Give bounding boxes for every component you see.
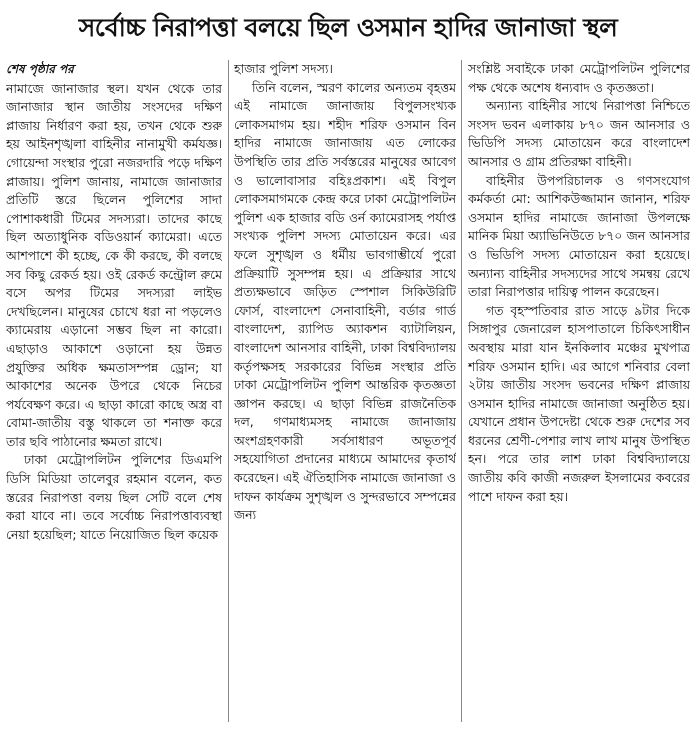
paragraph: তিনি বলেন, স্মরণ কালের অন্যতম বৃহত্তম এই নামাজে জানাজায় বিপুলসংখ্যক লোকসমাগম হয়। শহীদ শরিফ ওসমান বিন হাদির নামাজে জানাজায় এত লোকের উপস্থিতি তার প্রতি সর্বস্তরের মানুষের আবেগ ও ভালোবাসার বহিঃপ্রকাশ। এই বিপুল লোকসমাগমকে কেন্দ্র করে ঢাকা মেট্রোপলিটন পুলিশ এক হাজার বডি ওর্ন ক্যামেরাসহ পর্যাপ্ত সংখ্যক পুলিশ সদস্য মোতায়েন করে। এর ফলে সুশৃঙ্খল ও ধর্মীয় ভাবগাম্ভীর্যে পুরো প্রক্রিয়াটি সুসম্পন্ন হয়। এ প্রক্রিয়ার সাথে প্রত্যক্ষভাবে জড়িত স্পেশাল সিকিউরিটি ফোর্স, বাংলাদেশ সেনাবাহিনী, বর্ডার গার্ড বাংলাদেশ, র‍্যাপিড অ্যাকশন ব্যাটালিয়ন, বাংলাদেশ আনসার বাহিনী, ঢাকা বিশ্ববিদ্যালয় কর্তৃপক্ষসহ সরকারের বিভিন্ন সংস্থার প্রতি ঢাকা মেট্রোপলিটন পুলিশ আন্তরিক কৃতজ্ঞতা জ্ঞাপন করছে। এ ছাড়া বিভিন্ন রাজনৈতিক দল, গণমাধ্যমসহ নামাজে জানাজায় অংশগ্রহণকারী সর্বসাধারণ অভূতপূর্ব সহযোগিতা প্রদানের মাধ্যমে আমাদের কৃতার্থ করেছেন। এই ঐতিহাসিক নামাজে জানাজা ও দাফন কার্যক্রম সুশৃঙ্খল ও সুন্দরভাবে সম্পন্নের জন্য <box>234 79 456 523</box>
paragraph: অন্যান্য বাহিনীর সাথে নিরাপত্তা নিশ্চিতে সংসদ ভবন এলাকায় ৮৭০ জন আনসার ও ভিডিপি সদস্য মোতায়েন করে বাংলাদেশ আনসার ও গ্রাম প্রতিরক্ষা বাহিনী। <box>468 98 690 169</box>
paragraph: সংশ্লিষ্ট সবাইকে ঢাকা মেট্রোপলিটন পুলিশের পক্ষ থেকে অশেষ ধন্যবাদ ও কৃতজ্ঞতা। <box>468 61 690 95</box>
column-divider-1 <box>228 60 229 722</box>
column-divider-2 <box>461 60 462 722</box>
paragraph: ঢাকা মেট্রোপলিটন পুলিশের ডিএমপি ডিসি মিডিয়া তালেবুর রহমান বলেন, কত স্তরের নিরাপত্তা বলয় ছিল সেটি বলে শেষ করা যাবে না। তবে সর্বোচ্চ নিরাপত্তাব্যবস্থা নেয়া হয়েছিল; যাতে নিয়োজিত ছিল কয়েক <box>6 452 222 542</box>
continued-label: শেষ পৃষ্ঠার পর <box>6 62 74 76</box>
paragraph: হাজার পুলিশ সদস্য। <box>234 61 333 76</box>
article-column-2 <box>234 60 456 728</box>
paragraph: বাহিনীর উপপরিচালক ও গণসংযোগ কর্মকর্তা মো: আশিকউজ্জামান জানান, শরিফ ওসমান হাদির নামাজে জানাজা উপলক্ষে মানিক মিয়া অ্যাভিনিউতে ৮৭০ জন আনসার ও ভিডিপি সদস্য মোতায়েন করা হয়েছে। অন্যান্য বাহিনীর সদস্যদের সাথে সমন্বয় রেখে তারা নিরাপত্তার দায়িত্ব পালন করেছেন। <box>468 172 690 300</box>
paragraph: গত বৃহস্পতিবার রাত সাড়ে ৯টার দিকে সিঙ্গাপুর জেনারেল হাসপাতালে চিকিৎসাধীন অবস্থায় মারা যান ইনকিলাব মঞ্চের মুখপাত্র শরিফ ওসমান হাদি। এর আগে শনিবার বেলা ২টায় জাতীয় সংসদ ভবনের দক্ষিণ প্লাজায় ওসমান হাদির নামাজে জানাজা অনুষ্ঠিত হয়। যেখানে প্রধান উপদেষ্টা থেকে শুরু দেশের সব ধরনের শ্রেণী-পেশার লাখ লাখ মানুষ উপস্থিত হন। পরে তার লাশ ঢাকা বিশ্ববিদ্যালয়ে জাতীয় কবি কাজী নজরুল ইসলামের কবরের পাশে দাফন করা হয়। <box>468 302 690 504</box>
article-column-3 <box>468 60 690 728</box>
paragraph: নামাজে জানাজার স্থল। যখন থেকে তার জানাজার স্থান জাতীয় সংসদের দক্ষিণ প্লাজায় নির্ধারণ করা হয়, তখন থেকে শুরু হয় আইনশৃঙ্খলা বাহিনীর নানামুখী কর্মযজ্ঞ। গোয়েন্দা সংস্থার পুরো নজরদারি পড়ে দক্ষিণ প্লাজায়। পুলিশ জানায়, নামাজে জানাজার প্রতিটি স্তরে ছিলেন পুলিশের সাদা পোশাকধারী টিমের সদস্যরা। তাদের কাছে ছিল অত্যাধুনিক বডিওয়ার্ন ক্যামেরা। এতে আশপাশে কী হচ্ছে, কে কী করছে, কী বলছে সব কিছু রেকর্ড হয়। ওই রেকর্ড কন্ট্রোল রুমে বসে অপর টিমের সদস্যরা লাইভ দেখছিলেন। মানুষের চোখে ধরা না পড়লেও ক্যামেরায় এড়ানো সম্ভব ছিল না কারো। এছাড়াও আকাশে ওড়ানো হয় উন্নত প্রযুক্তির অধিক ক্ষমতাসম্পন্ন ড্রোন; যা আকাশের অনেক উপরে থেকে নিচের পর্যবেক্ষণ করে। এ ছাড়া কারো কাছে অস্ত্র বা বোমা-জাতীয় বস্তু থাকলে তা শনাক্ত করে তার ছবি পাঠানোর ক্ষমতা রাখে। <box>6 80 222 449</box>
article-column-1 <box>6 60 222 728</box>
headline: সর্বোচ্চ নিরাপত্তা বলয়ে ছিল ওসমান হাদির জানাজা স্থল <box>78 13 618 42</box>
